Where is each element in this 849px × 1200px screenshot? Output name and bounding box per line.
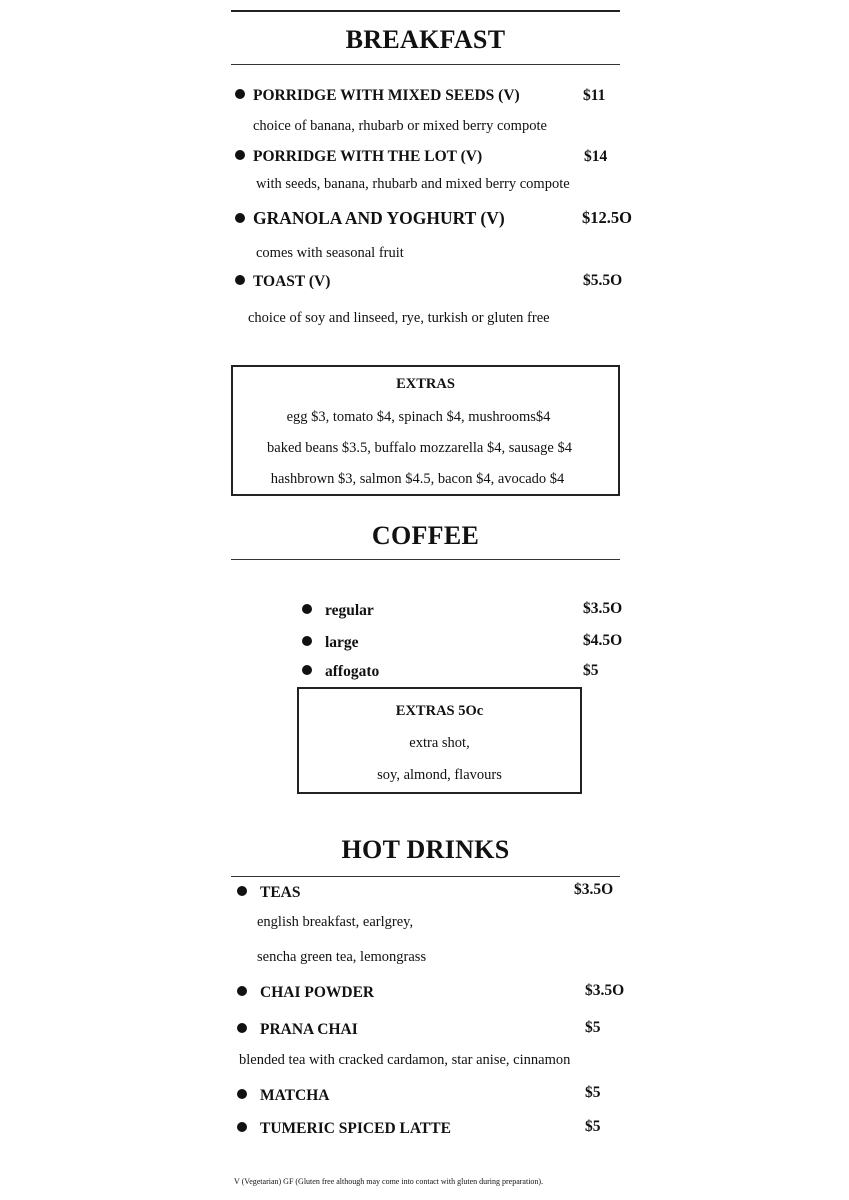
hot-drinks-rule <box>231 876 620 877</box>
menu-item-porridge-lot <box>235 148 482 166</box>
item-name: MATCHA <box>260 1087 330 1104</box>
bullet-icon <box>235 150 245 160</box>
bullet-icon <box>302 665 312 675</box>
item-name: PORRIDGE WITH THE LOT (V) <box>253 148 483 165</box>
bullet-icon <box>237 1023 247 1033</box>
item-name: TOAST (V) <box>253 273 331 290</box>
bullet-icon <box>237 1122 247 1132</box>
coffee-item-regular <box>302 602 374 620</box>
item-price: $14 <box>584 148 608 165</box>
extras-title: EXTRAS 5Oc <box>395 703 484 719</box>
item-name: regular <box>325 602 374 619</box>
item-name: affogato <box>325 663 380 680</box>
hot-drink-prana-chai <box>237 1021 358 1039</box>
coffee-rule <box>231 559 620 560</box>
coffee-item-large <box>302 634 359 652</box>
item-price: $3.5O <box>583 600 623 617</box>
item-price: $5 <box>585 1118 601 1135</box>
item-name: GRANOLA AND YOGHURT (V) <box>253 208 505 228</box>
coffee-extras-box <box>297 687 582 794</box>
item-price: $4.5O <box>583 632 623 649</box>
bullet-icon <box>237 986 247 996</box>
bullet-icon <box>235 275 245 285</box>
extras-line: hashbrown $3, salmon $4.5, bacon $4, avocado $4 <box>270 471 565 487</box>
item-price: $5 <box>585 1084 601 1101</box>
footnote: V (Vegetarian) GF (Gluten free although may come into contact with gluten during preparation). <box>234 1177 544 1186</box>
hot-drink-matcha <box>237 1087 329 1105</box>
extras-line: baked beans $3.5, buffalo mozzarella $4, sausage $4 <box>267 440 572 456</box>
item-price: $3.5O <box>585 982 625 999</box>
item-name: TEAS <box>260 884 301 901</box>
breakfast-bottom-rule <box>231 64 620 65</box>
item-name: PORRIDGE WITH MIXED SEEDS (V) <box>253 87 520 104</box>
item-price: $12.5O <box>582 208 632 227</box>
bullet-icon <box>235 213 245 223</box>
item-price: $3.5O <box>574 881 614 898</box>
bullet-icon <box>302 604 312 614</box>
item-description: comes with seasonal fruit <box>256 245 404 261</box>
item-description: sencha green tea, lemongrass <box>257 949 427 965</box>
menu-item-porridge-seeds <box>235 87 520 105</box>
item-description: choice of soy and linseed, rye, turkish or gluten free <box>248 310 550 326</box>
extras-line: extra shot, <box>409 735 470 751</box>
item-price: $5 <box>583 662 599 679</box>
breakfast-top-rule <box>231 10 620 12</box>
menu-item-toast <box>235 273 330 291</box>
hot-drink-chai-powder <box>237 984 374 1002</box>
item-description: english breakfast, earlgrey, <box>257 914 414 930</box>
menu-item-granola <box>235 208 505 229</box>
item-name: TUMERIC SPICED LATTE <box>260 1120 451 1137</box>
coffee-heading: COFFEE <box>371 521 480 550</box>
bullet-icon <box>235 89 245 99</box>
bullet-icon <box>302 636 312 646</box>
item-description: choice of banana, rhubarb or mixed berry compote <box>253 118 547 134</box>
coffee-item-affogato <box>302 663 379 681</box>
bullet-icon <box>237 1089 247 1099</box>
item-name: PRANA CHAI <box>260 1021 358 1038</box>
item-name: large <box>325 634 359 651</box>
hot-drink-tumeric-latte <box>237 1120 451 1138</box>
bullet-icon <box>237 886 247 896</box>
item-price: $5 <box>585 1019 601 1036</box>
extras-title: EXTRAS <box>396 376 455 392</box>
item-description: blended tea with cracked cardamon, star anise, cinnamon <box>239 1052 571 1068</box>
item-price: $5.5O <box>583 272 623 289</box>
hot-drinks-heading: HOT DRINKS <box>341 835 510 864</box>
item-price: $11 <box>583 87 606 104</box>
item-name: CHAI POWDER <box>260 984 375 1001</box>
item-description: with seeds, banana, rhubarb and mixed berry compote <box>256 176 570 192</box>
extras-line: soy, almond, flavours <box>377 767 502 783</box>
breakfast-extras-box <box>231 365 620 496</box>
extras-line: egg $3, tomato $4, spinach $4, mushrooms$4 <box>286 409 551 425</box>
hot-drink-teas <box>237 884 301 902</box>
breakfast-heading: BREAKFAST <box>345 25 506 54</box>
